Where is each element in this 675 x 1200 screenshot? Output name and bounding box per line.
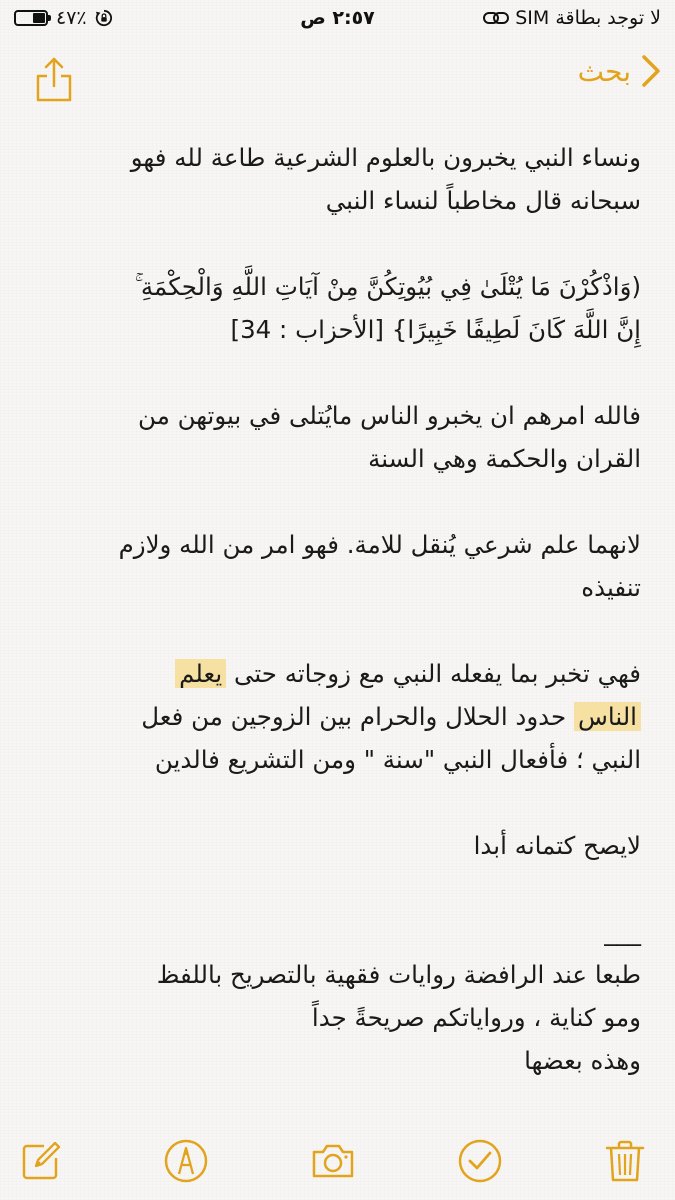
note-line: [27, 652, 641, 695]
status-right: [483, 7, 661, 29]
search-highlight: الناس: [574, 702, 641, 731]
checklist-icon[interactable]: [457, 1138, 503, 1184]
note-line: (وَاذْكُرْنَ مَا يُتْلَىٰ فِي بُيُوتِكُنَّ مِنْ آيَاتِ اللَّهِ وَالْحِكْمَةِ ۚ: [134, 272, 641, 301]
share-icon[interactable]: [34, 56, 74, 102]
note-line: وهذه بعضها: [524, 1046, 641, 1075]
note-line: تنفيذه: [581, 573, 641, 602]
note-paragraph: [27, 824, 641, 867]
nav-bar: [0, 50, 675, 106]
note-paragraph: [27, 394, 641, 480]
compose-icon[interactable]: [18, 1138, 64, 1184]
back-button[interactable]: [578, 54, 661, 88]
note-paragraph: [27, 136, 641, 222]
separator-line: ___: [604, 917, 641, 946]
bottom-toolbar: [0, 1124, 675, 1200]
note-line: لايصح كتمانه أبدا: [473, 831, 641, 860]
note-line: النبي ؛ فأفعال النبي "سنة " ومن التشريع فالدين: [154, 745, 641, 774]
note-line: ومو كناية ، ورواياتكم صريحةً جداً: [311, 1003, 641, 1032]
note-line: [27, 695, 641, 738]
markup-icon[interactable]: [163, 1138, 209, 1184]
back-label: بحث: [577, 54, 631, 88]
battery-percent: ٤٧٪: [56, 7, 87, 29]
note-line: لانهما علم شرعي يُنقل للامة. فهو امر من الله ولازم: [118, 530, 641, 559]
note-text: حدود الحلال والحرام بين الزوجين من فعل: [141, 702, 574, 731]
note-line: ونساء النبي يخبرون بالعلوم الشرعية طاعة لله فهو: [130, 143, 641, 172]
note-line: القران والحكمة وهي السنة: [368, 444, 641, 473]
status-bar: [0, 0, 675, 40]
highlighted-paragraph: [27, 652, 641, 781]
camera-icon[interactable]: [310, 1138, 356, 1184]
link-icon: [483, 10, 509, 26]
note-line: سبحانه قال مخاطباً لنساء النبي: [325, 186, 641, 215]
note-line: طبعا عند الرافضة روايات فقهية بالتصريح باللفظ: [156, 960, 641, 989]
carrier-label: لا توجد بطاقة SIM: [515, 7, 661, 29]
note-line: فالله امرهم ان يخبرو الناس مايُتلى في بيوتهن من: [138, 401, 641, 430]
status-time: ٢:٥٧ ص: [300, 7, 375, 29]
trash-icon[interactable]: [602, 1138, 648, 1184]
note-body[interactable]: [27, 136, 641, 1082]
note-paragraph: [27, 910, 641, 1082]
chevron-right-icon: [641, 54, 661, 88]
note-paragraph: [27, 523, 641, 609]
note-line: إِنَّ اللَّهَ كَانَ لَطِيفًا خَبِيرًا} [الأحزاب : 34]: [230, 315, 641, 344]
note-text: فهي تخبر بما يفعله النبي مع زوجاته حتى: [226, 659, 641, 688]
quran-verse: [27, 265, 641, 351]
search-highlight: يعلم: [175, 659, 226, 688]
